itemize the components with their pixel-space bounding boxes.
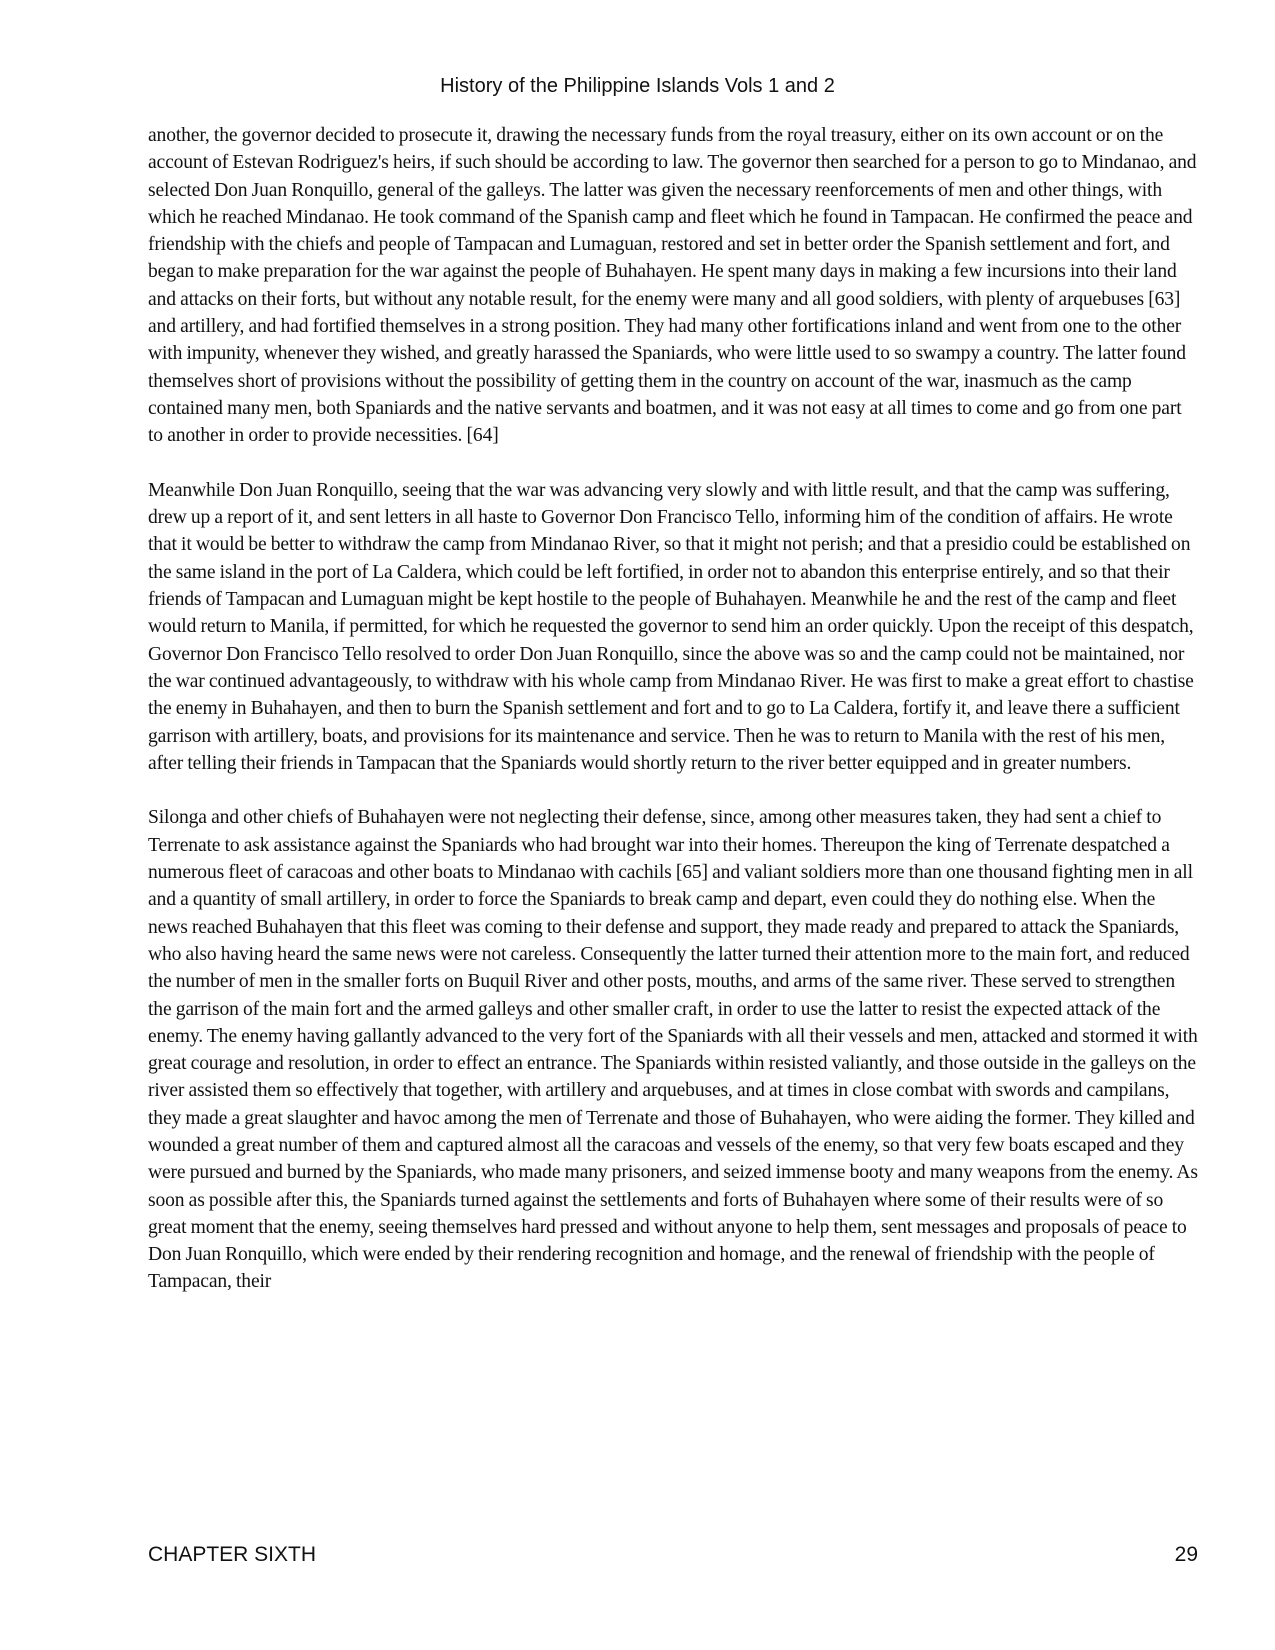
paragraph: Meanwhile Don Juan Ronquillo, seeing that the war was advancing very slowly and with little result, and that the camp was suffering, drew up a report of it, and sent letters in all haste to Governor Don Francisco Tello, informing him of the condition of affairs. He wrote that it would be better to withdraw the camp from Mindanao River, so that it might not perish; and that a presidio could be established on the same island in the port of La Caldera, which could be left fortified, in order not to abandon this enterprise entirely, and so that their friends of Tampacan and Lumaguan might be kept hostile to the people of Buhahayen. Meanwhile he and the rest of the camp and fleet would return to Manila, if permitted, for which he requested the governor to send him an order quickly. Upon the receipt of this despatch, Governor Don Francisco Tello resolved to order Don Juan Ronquillo, since the above was so and the camp could not be maintained, nor the war continued advantageously, to withdraw with his whole camp from Mindanao River. He was first to make a great effort to chastise the enemy in Buhahayen, and then to burn the Spanish settlement and fort and to go to La Caldera, fortify it, and leave there a sufficient garrison with artillery, boats, and provisions for its maintenance and service. Then he was to return to Manila with the rest of his men, after telling their friends in Tampacan that the Spaniards would shortly return to the river better equipped and in greater numbers. xyxy=(148,479,1194,774)
running-header: History of the Philippine Islands Vols 1 and 2 xyxy=(440,75,835,97)
paragraph: Silonga and other chiefs of Buhahayen were not neglecting their defense, since, among other measures taken, they had sent a chief to Terrenate to ask assistance against the Spaniards who had brought war into their homes. Thereupon the king of Terrenate despatched a numerous fleet of caracoas and other boats to Mindanao with cachils [65] and valiant soldiers more than one thousand fighting men in all and a quantity of small artillery, in order to force the Spaniards to break camp and depart, even could they do nothing else. When the news reached Buhahayen that this fleet was coming to their defense and support, they made ready and prepared to attack the Spaniards, who also having heard the same news were not careless. Consequently the latter turned their attention more to the main fort, and reduced the number of men in the smaller forts on Buquil River and other posts, mouths, and arms of the same river. These served to strengthen the garrison of the main fort and the armed galleys and other smaller craft, in order to use the latter to resist the expected attack of the enemy. The enemy having gallantly advanced to the very fort of the Spaniards with all their vessels and men, attacked and stormed it with great courage and resolution, in order to effect an entrance. The Spaniards within resisted valiantly, and those outside in the galleys on the river assisted them so effectively that together, with artillery and arquebuses, and at times in close combat with swords and campilans, they made a great slaughter and havoc among the men of Terrenate and those of Buhahayen, who were aiding the former. They killed and wounded a great number of them and captured almost all the caracoas and vessels of the enemy, so that very few boats escaped and they were pursued and burned by the Spaniards, who made many prisoners, and seized immense booty and many weapons from the enemy. As soon as possible after this, the Spaniards turned against the settlements and forts of Buhahayen where some of their results were of so great moment that the enemy, seeing themselves hard pressed and without anyone to help them, sent messages and proposals of peace to Don Juan Ronquillo, which were ended by their rendering recognition and homage, and the renewal of friendship with the people of Tampacan, their xyxy=(148,807,1198,1293)
page-number: 29 xyxy=(1174,1543,1198,1566)
chapter-label: CHAPTER SIXTH xyxy=(148,1543,317,1566)
paragraph: another, the governor decided to prosecute it, drawing the necessary funds from the royal treasury, either on its own account or on the account of Estevan Rodriguez's heirs, if such should be according to law. The governor then searched for a person to go to Mindanao, and selected Don Juan Ronquillo, general of the galleys. The latter was given the necessary reenforcements of men and other things, with which he reached Mindanao. He took command of the Spanish camp and fleet which he found in Tampacan. He confirmed the peace and friendship with the chiefs and people of Tampacan and Lumaguan, restored and set in better order the Spanish settlement and fort, and began to make preparation for the war against the people of Buhahayen. He spent many days in making a few incursions into their land and attacks on their forts, but without any notable result, for the enemy were many and all good soldiers, with plenty of arquebuses [63] and artillery, and had fortified themselves in a strong position. They had many other fortifications inland and went from one to the other with impunity, whenever they wished, and greatly harassed the Spaniards, who were little used to so swampy a country. The latter found themselves short of provisions without the possibility of getting them in the country on account of the war, inasmuch as the camp contained many men, both Spaniards and the native servants and boatmen, and it was not easy at all times to come and go from one part to another in order to provide necessities. [64] xyxy=(148,125,1197,447)
body-text xyxy=(148,122,1198,1296)
